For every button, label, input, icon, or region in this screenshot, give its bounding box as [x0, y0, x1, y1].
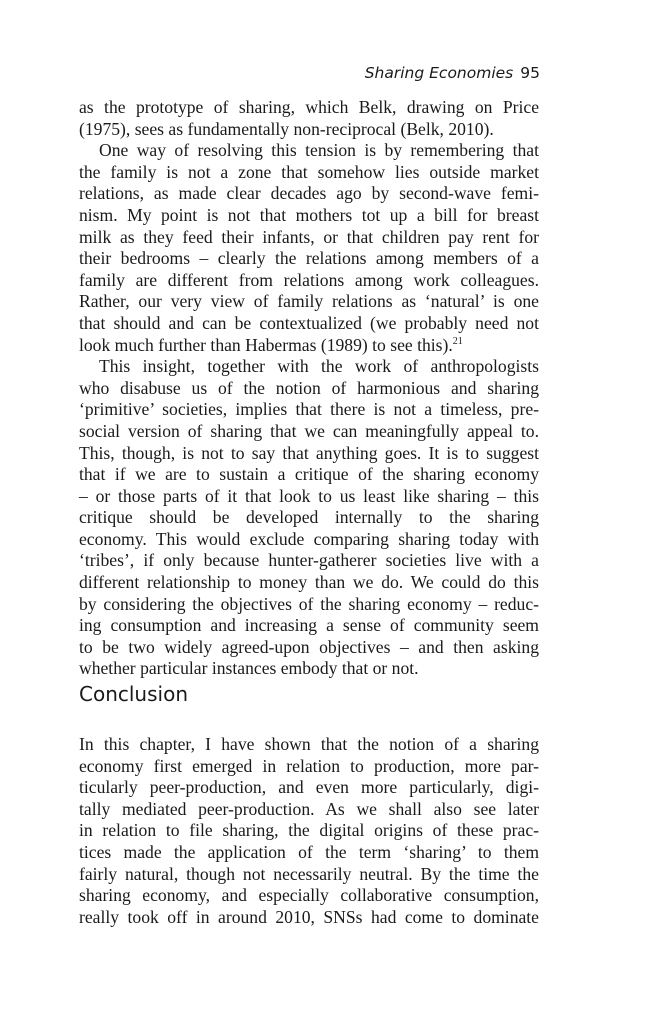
text-line: (1975), sees as fundamentally non-reciprocal (Belk, 2010). [79, 118, 494, 139]
text-line: tally mediated peer-production. As we shall also see later [79, 798, 539, 819]
text-line: relations, as made clear decades ago by second-wave femi- [79, 183, 539, 204]
text-line: nism. My point is not that mothers tot up a bill for breast [79, 204, 539, 225]
text-line: that if we are to sustain a critique of the sharing economy [79, 464, 539, 485]
text-line: to be two widely agreed-upon objectives – and then asking [79, 636, 539, 657]
page-number: 95 [520, 64, 540, 82]
text-line: different relationship to money than we do. We could do this [79, 572, 539, 593]
text-line: by considering the objectives of the sharing economy – reduc- [79, 593, 539, 614]
text-line: ‘primitive’ societies, implies that there is not a timeless, pre- [79, 399, 539, 420]
footnote-marker[interactable]: 21 [452, 335, 463, 347]
text-line: social version of sharing that we can meaningfully appeal to. [79, 420, 539, 441]
text-line: really took off in around 2010, SNSs had come to dominate [79, 906, 539, 927]
paragraph-start-line: This insight, together with the work of anthropologists [99, 356, 539, 377]
text-line: economy first emerged in relation to production, more par- [79, 755, 539, 776]
text-line: family are different from relations among work colleagues. [79, 269, 539, 290]
body-text-section-2 [79, 734, 539, 928]
text-line: ticularly peer-production, and even more particularly, digi- [79, 777, 539, 798]
text-line: whether particular instances embody that or not. [79, 658, 419, 679]
text-line: ing consumption and increasing a sense of community seem [79, 615, 539, 636]
text-line: fairly natural, though not necessarily neutral. By the time the [79, 863, 539, 884]
text-line: ‘tribes’, if only because hunter-gatherer societies live with a [79, 550, 539, 571]
text-line: This, though, is not to say that anything goes. It is to suggest [79, 442, 539, 463]
paragraph-start-line: One way of resolving this tension is by remembering that [99, 140, 539, 161]
body-text-section-1 [79, 97, 539, 680]
text-line: tices made the application of the term ‘sharing’ to them [79, 841, 539, 862]
text-line: the family is not a zone that somehow lies outside market [79, 161, 539, 182]
text-line-content: look much further than Habermas (1989) to see this). [79, 334, 453, 355]
text-line: Rather, our very view of family relations as ‘natural’ is one [79, 291, 539, 312]
section-heading: Conclusion [79, 682, 188, 706]
text-line: in relation to file sharing, the digital origins of these prac- [79, 820, 539, 841]
text-line: – or those parts of it that look to us least like sharing – this [79, 485, 539, 506]
text-line: as the prototype of sharing, which Belk, drawing on Price [79, 97, 539, 117]
text-line: milk as they feed their infants, or that children pay rent for [79, 226, 539, 247]
text-line: their bedrooms – clearly the relations among members of a [79, 248, 539, 269]
text-line: critique should be developed internally to the sharing [79, 507, 539, 528]
running-head-title: Sharing Economies [364, 64, 514, 82]
text-line: In this chapter, I have shown that the notion of a sharing [79, 734, 539, 754]
text-line: economy. This would exclude comparing sharing today with [79, 528, 539, 549]
text-line: sharing economy, and especially collaborative consumption, [79, 885, 539, 906]
running-head [365, 64, 540, 82]
text-line: who disabuse us of the notion of harmonious and sharing [79, 377, 539, 398]
text-line-with-footnote [79, 335, 539, 357]
text-line: that should and can be contextualized (we probably need not [79, 312, 539, 333]
